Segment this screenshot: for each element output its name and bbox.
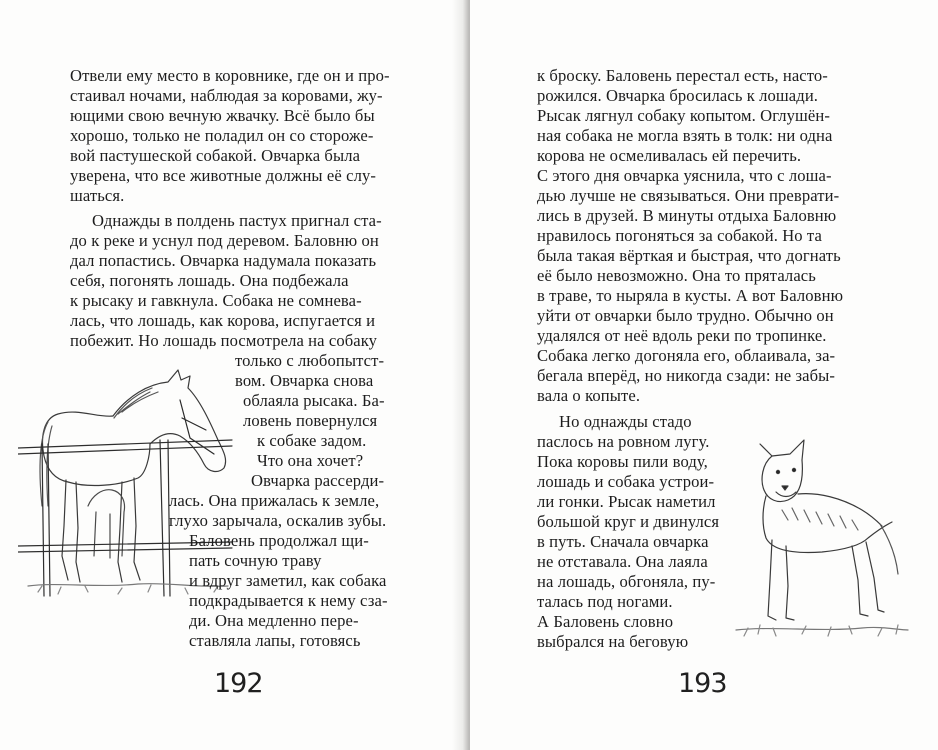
text-line: уйти от овчарки было трудно. Обычно он [537, 306, 834, 325]
text-line: Собака легко догоняла его, облаивала, за- [537, 346, 836, 365]
text-line: нравилось погоняться за собакой. Но та [537, 226, 822, 245]
text-line: вала о копыте. [537, 386, 641, 405]
text-line: Однажды в полдень пастух пригнал ста- [92, 211, 382, 230]
text-line: паслось на ровном лугу. [537, 432, 710, 451]
text-line: корова не осмеливалась ей перечить. [537, 146, 802, 165]
text-line: была такая вёрткая и быстрая, что догнать [537, 246, 841, 265]
text-line: к собаке задом. [257, 431, 367, 450]
text-line: к броску. Баловень перестал есть, насто- [537, 66, 828, 85]
text-line: А Баловень словно [537, 612, 674, 631]
text-line: вом. Овчарка снова [235, 371, 374, 390]
dog-illustration [732, 430, 910, 660]
text-line: только с любопытст- [235, 351, 385, 370]
text-line: глухо зарычала, оскалив зубы. [169, 511, 387, 530]
text-line: ющими свою вечную жвачку. Всё было бы [70, 106, 375, 125]
text-line: Овчарка рассерди- [251, 471, 385, 490]
text-line: побежит. Но лошадь посмотрела на собаку [70, 331, 378, 350]
text-line: рожился. Овчарка бросилась к лошади. [537, 86, 819, 105]
page-number: 193 [678, 668, 727, 699]
text-line: лась. Она прижалась к земле, [169, 491, 380, 510]
text-line: дал попастись. Овчарка надумала показать [70, 251, 377, 270]
text-line: хорошо, только не поладил он со стороже- [70, 126, 374, 145]
text-line: Отвели ему место в коровнике, где он и про- [70, 66, 390, 85]
text-line: ловень повернулся [243, 411, 378, 430]
text-line: подкрадывается к нему сза- [189, 591, 388, 610]
text-line: удалялся от неё вдоль реки по тропинке. [537, 326, 827, 345]
text-line: лись в друзей. В минуты отдыха Баловню [537, 206, 837, 225]
text-line: уверена, что все животные должны её слу- [70, 166, 376, 185]
text-line: вой пастушеской собакой. Овчарка была [70, 146, 361, 165]
text-line: большой круг и двинулся [537, 512, 720, 531]
text-line: не отставала. Она лаяла [537, 552, 708, 571]
text-line: облаяла рысака. Ба- [243, 391, 385, 410]
text-line: С этого дня овчарка уяснила, что с лоша- [537, 166, 832, 185]
text-line: Но однажды стадо [559, 412, 692, 431]
text-line: в путь. Сначала овчарка [537, 532, 709, 551]
text-line: Рысак лягнул собаку копытом. Оглушён- [537, 106, 830, 125]
text-line: ная собака не могла взять в толк: ни одна [537, 126, 833, 145]
text-line: ли гонки. Рысак наметил [537, 492, 716, 511]
page-number: 192 [214, 668, 263, 699]
text-line: пать сочную траву [189, 551, 322, 570]
text-line: выбрался на беговую [537, 632, 689, 651]
text-line: на лошадь, обгоняла, пу- [537, 572, 716, 591]
text-line: лошадь и собака устрои- [537, 472, 715, 491]
text-line: ди. Она медленно пере- [189, 611, 359, 630]
left-page [0, 0, 466, 750]
text-line: стаивал ночами, наблюдая за коровами, жу- [70, 86, 383, 105]
text-line: к рысаку и гавкнула. Собака не сомнева- [70, 291, 362, 310]
text-line: Что она хочет? [257, 451, 364, 470]
text-line: в траве, то ныряла в кусты. А вот Баловню [537, 286, 844, 305]
text-line: Пока коровы пили воду, [537, 452, 708, 471]
text-line: бегала вперёд, но никогда сзади: не забы- [537, 366, 836, 385]
text-line: ставляла лапы, готовясь [189, 631, 361, 650]
text-line: себя, погонять лошадь. Она подбежала [70, 271, 349, 290]
text-line: дью лучше не связываться. Они преврати- [537, 186, 840, 205]
text-line: Баловень продолжал щи- [189, 531, 369, 550]
text-line: шаться. [70, 186, 125, 205]
text-line: и вдруг заметил, как собака [189, 571, 387, 590]
text-line: до к реке и уснул под деревом. Баловню он [70, 231, 379, 250]
right-page [470, 0, 938, 750]
text-line: её было невозможно. Она то пряталась [537, 266, 816, 285]
text-line: талась под ногами. [537, 592, 673, 611]
text-line: лась, что лошадь, как корова, испугается и [70, 311, 376, 330]
